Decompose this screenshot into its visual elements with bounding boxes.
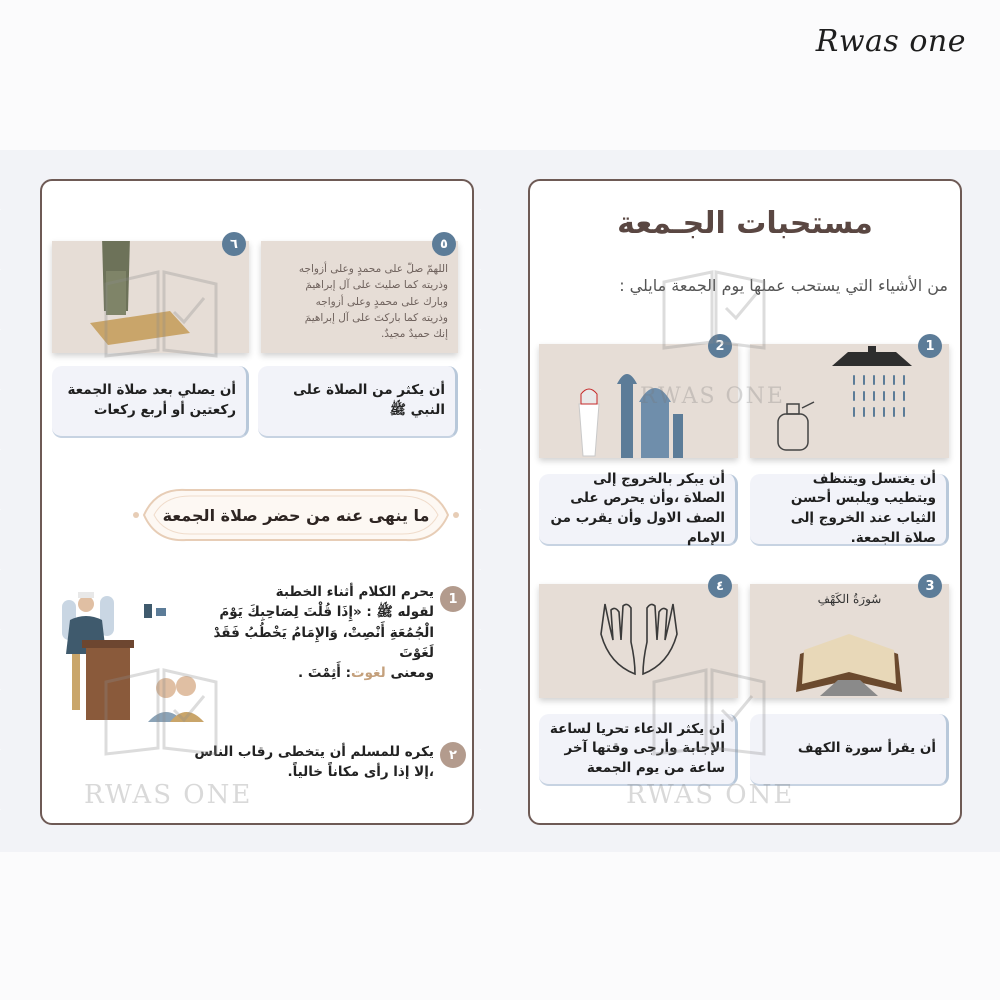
- mosque-icon: [539, 344, 738, 458]
- item-4-card: [539, 714, 738, 786]
- forbidden-2-line: يكره للمسلم أن يتخطى رقاب الناس: [194, 744, 434, 760]
- item-2-text: أن يبكر بالخروج إلى الصلاة ،وأن يحرص على الصف الاول وأن يقرب من الإمام: [550, 470, 725, 546]
- forbidden-1-line: الْجُمُعَةِ أَنْصِتْ، وَالإِمَامُ يَخْطُبُ فَقَدْ: [213, 624, 434, 641]
- page-title: مستحبات الجـمعة: [617, 206, 873, 241]
- forbidden-heading: ما ينهى عنه من حضر صلاة الجمعة: [162, 505, 430, 525]
- dua-hands-image: [539, 584, 738, 698]
- forbidden-2-line: ،إلا إذا رأى مكاناً خالياً.: [287, 764, 434, 781]
- praying-man-image: [52, 241, 249, 353]
- meaning-word: لغوت: [351, 665, 386, 681]
- item-5-badge: ٥: [432, 232, 456, 256]
- item-5-card: [258, 366, 458, 438]
- item-6-card: [52, 366, 249, 438]
- forbidden-2-text: [150, 742, 434, 783]
- item-3-card: [750, 714, 949, 786]
- forbidden-1-line: لَغَوْتَ: [399, 644, 434, 661]
- item-1-badge: 1: [918, 334, 942, 358]
- quran-image: [750, 584, 949, 698]
- salawat-line: وذريته كما صليتَ على آل إبراهيمَ: [305, 279, 448, 292]
- salawat-text: [268, 261, 448, 342]
- perfume-icon: [762, 396, 822, 456]
- khutbah-illustration: [56, 590, 206, 730]
- forbidden-1-badge: 1: [440, 586, 466, 612]
- item-6-text: أن يصلي بعد صلاة الجمعة ركعتين أو أربع ركعات: [67, 382, 236, 418]
- meaning-suffix: : أَثِمْتَ .: [298, 665, 352, 681]
- forbidden-2-badge: ٢: [440, 742, 466, 768]
- watermark-text: RWAS ONE: [640, 384, 785, 409]
- salawat-line: وذريته كما باركتَ على آل إبراهيمَ: [304, 311, 448, 324]
- praying-hands-icon: [539, 584, 738, 698]
- watermark-text: RWAS ONE: [84, 780, 253, 810]
- item-4-text: أن يكثر الدعاء تحريا لساعة الإجابة وأرجى وقتها آخر ساعة من يوم الجمعة: [549, 720, 725, 776]
- meaning-prefix: ومعنى: [390, 665, 434, 681]
- intro-text: من الأشياء التي يستحب عملها يوم الجمعة مايلي :: [619, 276, 948, 295]
- shower-perfume-image: [750, 344, 949, 458]
- forbidden-1-meaning: [172, 663, 434, 683]
- praying-man-icon: [52, 241, 249, 353]
- item-1-text: أن يغتسل ويتنظف ويتطيب ويلبس أحسن الثياب عند الخروج إلى صلاة الجمعة.: [790, 470, 936, 546]
- forbidden-1-line: يحرم الكلام أثناء الخطبة: [275, 584, 434, 600]
- item-3-badge: 3: [918, 574, 942, 598]
- item-3-text: أن يقرأ سورة الكهف: [797, 740, 936, 757]
- item-5-text: أن يكثر من الصلاة على النبي ﷺ: [293, 382, 445, 418]
- salawat-line: اللهمّ صلّ على محمدٍ وعلى أزواجه: [298, 263, 448, 275]
- quran-caption: سُورَةُ الكَهْفِ: [817, 592, 882, 606]
- item-6-badge: ٦: [222, 232, 246, 256]
- item-2-badge: 2: [708, 334, 732, 358]
- forbidden-1-line: لقوله ﷺ : «إِذَا قُلْتَ لِصَاحِبِكَ يَوْمَ: [219, 604, 434, 621]
- forbidden-1-text: [172, 582, 434, 683]
- salawat-line: وبارك على محمدٍ وعلى أزواجه: [315, 295, 448, 308]
- brand-logo: Rwas one: [815, 24, 966, 59]
- watermark-text: RWAS ONE: [626, 780, 795, 810]
- item-1-card: [750, 470, 949, 546]
- salawat-line: إنك حميدٌ مجيدٌ.: [380, 328, 448, 341]
- item-2-card: [539, 470, 738, 546]
- item-4-badge: ٤: [708, 574, 732, 598]
- mosque-image: [539, 344, 738, 458]
